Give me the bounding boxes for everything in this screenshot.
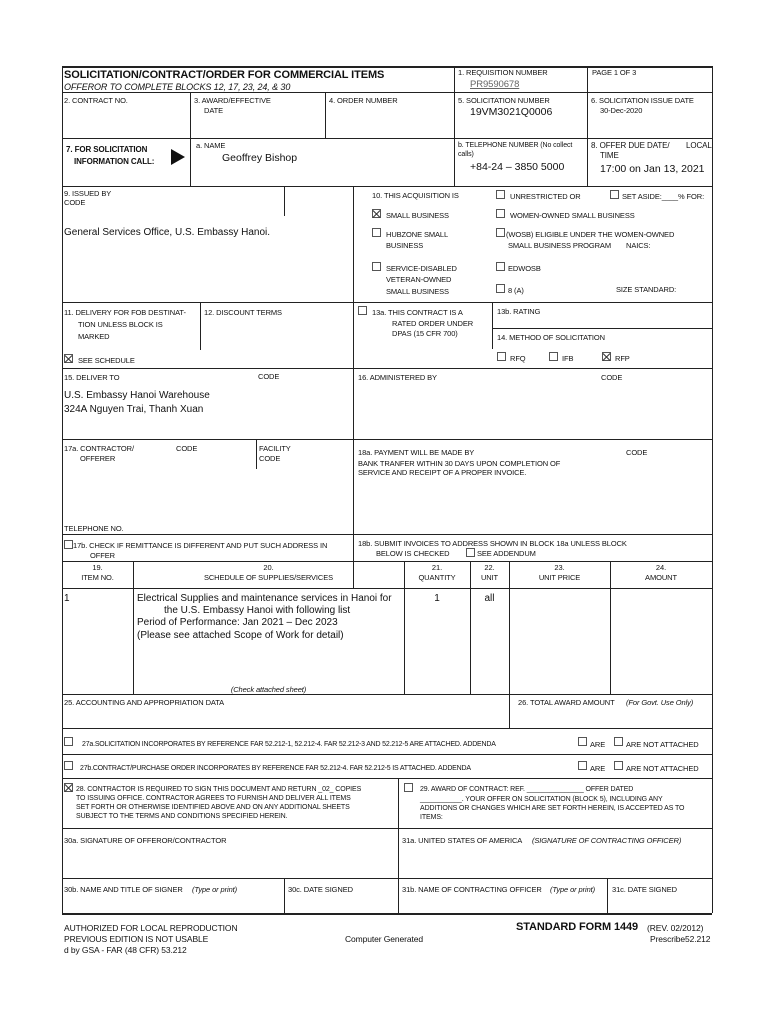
solicitation-number-label: 5. SOLICITATION NUMBER <box>458 96 550 105</box>
usa-signature-note: (SIGNATURE OF CONTRACTING OFFICER) <box>532 836 682 845</box>
award-contract-label-4: ITEMS: <box>420 814 443 821</box>
facility-label-2: CODE <box>259 454 281 463</box>
item-description-4: (Please see attached Scope of Work for detail) <box>137 630 344 641</box>
hubzone-label-1: HUBZONE SMALL <box>386 230 449 239</box>
addenda-are-not-label-b: ARE NOT ATTACHED <box>626 764 699 773</box>
rated-order-label-2: RATED ORDER UNDER <box>392 319 474 328</box>
requisition-number: PR9590678 <box>470 79 520 90</box>
issue-date-label: 6. SOLICITATION ISSUE DATE <box>591 96 694 105</box>
telephone-number: +84-24 – 3850 5000 <box>470 161 565 173</box>
naics-label: NAICS: <box>626 241 651 250</box>
contractor-label-2: OFFERER <box>80 454 116 463</box>
item-number: 1 <box>64 593 70 604</box>
offeror-signature-label: 30a. SIGNATURE OF OFFEROR/CONTRACTOR <box>64 836 227 845</box>
usa-signature-label: 31a. UNITED STATES OF AMERICA <box>402 836 523 845</box>
rfq-label: RFQ <box>510 354 526 363</box>
addenda-are-label-b: ARE <box>590 764 606 773</box>
telephone-label-2: calls) <box>458 151 474 158</box>
deliver-to-line-2: 324A Nguyen Trai, Thanh Xuan <box>64 404 204 415</box>
rating-label: 13b. RATING <box>497 307 541 316</box>
footer-computer-generated: Computer Generated <box>345 934 424 944</box>
edwosb-checkbox[interactable] <box>496 262 505 271</box>
item-quantity: 1 <box>434 593 440 604</box>
item-unit: all <box>484 593 495 604</box>
sdvosb-label-3: SMALL BUSINESS <box>386 287 449 296</box>
deliver-to-code-label: CODE <box>258 372 280 381</box>
see-addendum-checkbox[interactable] <box>466 548 475 557</box>
solicitation-incorporates-label: 27a.SOLICITATION INCORPORATES BY REFERENCE FAR 52.212-1, 52.212-4. FAR 52.212-3 AND 52.212-5 ARE ATTACHED. ADDENDA <box>82 741 496 748</box>
discount-terms-label: 12. DISCOUNT TERMS <box>204 308 282 317</box>
submit-invoices-label: 18b. SUBMIT INVOICES TO ADDRESS SHOWN IN BLOCK 18a UNLESS BLOCK <box>358 539 627 548</box>
info-call-label-2: INFORMATION CALL: <box>74 157 155 166</box>
issued-by-value: General Services Office, U.S. Embassy Hanoi. <box>64 227 271 238</box>
signer-name-label: 30b. NAME AND TITLE OF SIGNER <box>64 885 183 894</box>
contact-name-label: a. NAME <box>196 141 226 150</box>
contractor-sign-label-3: SET FORTH OR OTHERWISE IDENTIFIED ABOVE AND ON ANY ADDITIONAL SHEETS <box>76 804 350 811</box>
unit-price-header: UNIT PRICE <box>538 573 581 582</box>
addenda-are-not-label-a: ARE NOT ATTACHED <box>626 740 699 749</box>
contractor-sign-label-2: TO ISSUING OFFICE. CONTRACTOR AGREES TO FURNISH AND DELIVER ALL ITEMS <box>76 795 351 802</box>
wosb-label-2: SMALL BUSINESS PROGRAM <box>508 241 611 250</box>
administered-by-label: 16. ADMINISTERED BY <box>358 373 437 382</box>
award-contract-label-1: 29. AWARD OF CONTRACT: REF. _______________ OFFER DATED <box>420 786 634 793</box>
footer-previous-edition: PREVIOUS EDITION IS NOT USABLE <box>64 934 209 944</box>
eight-a-label: 8 (A) <box>508 286 524 295</box>
hubzone-label-2: BUSINESS <box>386 241 424 250</box>
rated-order-label-3: DPAS (15 CFR 700) <box>392 329 458 338</box>
wosb-checkbox[interactable] <box>496 228 505 237</box>
unrestricted-checkbox[interactable] <box>496 190 505 199</box>
contract-incorporates-checkbox[interactable] <box>64 761 73 770</box>
see-schedule-label: SEE SCHEDULE <box>78 356 135 365</box>
accounting-data-label: 25. ACCOUNTING AND APPROPRIATION DATA <box>64 698 225 707</box>
addenda-are-not-checkbox-b[interactable] <box>614 761 623 770</box>
contractor-label-1: 17a. CONTRACTOR/ <box>64 444 134 453</box>
offeror-date-signed-label: 30c. DATE SIGNED <box>288 885 353 894</box>
edwosb-label: EDWOSB <box>508 264 541 273</box>
addenda-are-label-a: ARE <box>590 740 606 749</box>
size-standard-label: SIZE STANDARD: <box>616 285 677 294</box>
facility-label-1: FACILITY <box>259 444 291 453</box>
contracting-officer-name-label: 31b. NAME OF CONTRACTING OFFICER <box>402 885 542 894</box>
below-checked-label: BELOW IS CHECKED <box>376 549 450 558</box>
small-business-checkbox[interactable] <box>372 209 381 218</box>
delivery-fob-label-1: 11. DELIVERY FOR FOB DESTINAT- <box>64 308 186 317</box>
award-contract-label-3: ADDITIONS OR CHANGES WHICH ARE SET FORTH HEREIN, IS ACCEPTED AS TO <box>420 805 685 812</box>
item-description-1: Electrical Supplies and maintenance services in Hanoi for <box>137 593 392 604</box>
delivery-fob-label-3: MARKED <box>78 332 110 341</box>
solicitation-number: 19VM3021Q0006 <box>470 106 553 118</box>
payment-code-label: CODE <box>626 448 648 457</box>
contract-incorporates-label: 27b.CONTRACT/PURCHASE ORDER INCORPORATES BY REFERENCE FAR 52.212-4. FAR 52.212-5 IS ATTACHED. ADDENDA <box>80 765 471 772</box>
order-number-label: 4. ORDER NUMBER <box>329 96 398 105</box>
total-award-label: 26. TOTAL AWARD AMOUNT <box>518 698 615 707</box>
offer-due-local: LOCAL <box>686 141 712 150</box>
telephone-no-label: TELEPHONE NO. <box>64 524 124 533</box>
rfp-label: RFP <box>615 354 630 363</box>
see-schedule-checkbox[interactable] <box>64 354 73 363</box>
amount-header: AMOUNT <box>645 573 677 582</box>
footer-prescribed-by: d by GSA - FAR (48 CFR) 53.212 <box>64 945 187 955</box>
solicitation-incorporates-checkbox[interactable] <box>64 737 73 746</box>
issue-date: 30-Dec-2020 <box>600 106 643 115</box>
remittance-label-1: 17b. CHECK IF REMITTANCE IS DIFFERENT AND PUT SUCH ADDRESS IN <box>73 541 328 550</box>
total-award-note: (For Govt. Use Only) <box>626 698 694 707</box>
remittance-checkbox[interactable] <box>64 540 73 549</box>
offer-due-label-1: 8. OFFER DUE DATE/ <box>591 141 670 150</box>
rated-order-label-1: 13a. THIS CONTRACT IS A <box>372 308 463 317</box>
officer-date-signed-label: 31c. DATE SIGNED <box>612 885 677 894</box>
rated-order-checkbox[interactable] <box>358 306 367 315</box>
unit-price-header-num: 23. <box>554 563 565 572</box>
rfp-checkbox[interactable] <box>602 352 611 361</box>
form-subtitle: OFFEROR TO COMPLETE BLOCKS 12, 17, 23, 24, & 30 <box>64 82 291 92</box>
item-no-header-num: 19. <box>92 563 103 572</box>
payment-value-1: BANK TRANFER WITHIN 30 DAYS UPON COMPLETION OF <box>358 459 561 468</box>
sdvosb-label-2: VETERAN-OWNED <box>386 275 452 284</box>
eight-a-checkbox[interactable] <box>496 284 505 293</box>
footer-reproduction: AUTHORIZED FOR LOCAL REPRODUCTION <box>64 923 238 933</box>
deliver-to-label: 15. DELIVER TO <box>64 373 120 382</box>
award-contract-label-2: ___________. YOUR OFFER ON SOLICITATION (BLOCK 5), INCLUDING ANY <box>420 796 663 803</box>
standard-form-label: STANDARD FORM 1449 <box>516 921 639 933</box>
item-description-2: the U.S. Embassy Hanoi with following list <box>164 605 351 616</box>
sdvosb-label-1: SERVICE-DISABLED <box>386 264 457 273</box>
payment-by-label: 18a. PAYMENT WILL BE MADE BY <box>358 448 475 457</box>
set-aside-label: SET ASIDE:____% FOR: <box>622 192 705 201</box>
requisition-label: 1. REQUISITION NUMBER <box>458 68 548 77</box>
page-count: PAGE 1 OF 3 <box>592 68 637 77</box>
info-call-label-1: 7. FOR SOLICITATION <box>66 145 148 154</box>
unrestricted-label: UNRESTRICTED OR <box>510 192 581 201</box>
quantity-header: QUANTITY <box>418 573 456 582</box>
contact-name: Geoffrey Bishop <box>222 152 298 164</box>
administered-by-code-label: CODE <box>601 373 623 382</box>
wosb-label-1: (WOSB) ELIGIBLE UNDER THE WOMEN-OWNED <box>506 230 675 239</box>
form-prescribed: Prescribe52.212 <box>650 934 711 944</box>
contractor-sign-label-4: SUBJECT TO THE TERMS AND CONDITIONS SPECIFIED HEREIN. <box>76 813 288 820</box>
contractor-code-label: CODE <box>176 444 198 453</box>
contractor-sign-label-1: 28. CONTRACTOR IS REQUIRED TO SIGN THIS DOCUMENT AND RETURN _02_ COPIES <box>76 786 362 793</box>
small-business-label: SMALL BUSINESS <box>386 211 449 220</box>
payment-value-2: SERVICE AND RECEIPT OF A PROPER INVOICE. <box>358 468 527 477</box>
item-description-3: Period of Performance: Jan 2021 – Dec 2023 <box>137 617 338 628</box>
pointer-arrow-icon <box>171 149 185 165</box>
ifb-checkbox[interactable] <box>549 352 558 361</box>
schedule-header-num: 20. <box>263 563 274 572</box>
set-aside-checkbox[interactable] <box>610 190 619 199</box>
signer-name-note: (Type or print) <box>192 885 238 894</box>
item-no-header: ITEM NO. <box>81 573 114 582</box>
award-date-label-1: 3. AWARD/EFFECTIVE <box>194 96 271 105</box>
acquisition-label: 10. THIS ACQUISITION IS <box>372 191 459 200</box>
ifb-label: IFB <box>562 354 574 363</box>
unit-header-num: 22. <box>484 563 495 572</box>
issued-by-code-label: CODE <box>64 198 86 207</box>
form-title: SOLICITATION/CONTRACT/ORDER FOR COMMERCIAL ITEMS <box>64 69 385 81</box>
contracting-officer-name-note: (Type or print) <box>550 885 596 894</box>
form-revision: (REV. 02/2012) <box>647 923 704 933</box>
addenda-are-not-checkbox-a[interactable] <box>614 737 623 746</box>
offer-due-label-2: TIME <box>600 151 619 160</box>
issued-by-label: 9. ISSUED BY <box>64 189 112 198</box>
contract-no-label: 2. CONTRACT NO. <box>64 96 128 105</box>
quantity-header-num: 21. <box>431 563 443 572</box>
unit-header: UNIT <box>480 573 499 582</box>
women-owned-checkbox[interactable] <box>496 209 505 218</box>
method-label: 14. METHOD OF SOLICITATION <box>497 333 605 342</box>
hubzone-checkbox[interactable] <box>372 228 381 237</box>
offer-due-date: 17:00 on Jan 13, 2021 <box>600 163 705 175</box>
check-attached-note: (Check attached sheet) <box>230 685 307 694</box>
contractor-sign-checkbox[interactable] <box>64 783 73 792</box>
telephone-label-1: b. TELEPHONE NUMBER (No collect <box>458 142 573 149</box>
award-contract-checkbox[interactable] <box>404 783 413 792</box>
amount-header-num: 24. <box>655 563 667 572</box>
addenda-are-checkbox-b[interactable] <box>578 761 587 770</box>
delivery-fob-label-2: TION UNLESS BLOCK IS <box>78 320 163 329</box>
sdvosb-checkbox[interactable] <box>372 262 381 271</box>
deliver-to-line-1: U.S. Embassy Hanoi Warehouse <box>64 390 210 401</box>
see-addendum-label: SEE ADDENDUM <box>477 549 536 558</box>
schedule-header: SCHEDULE OF SUPPLIES/SERVICES <box>203 573 334 582</box>
award-date-label-2: DATE <box>204 106 224 115</box>
rfq-checkbox[interactable] <box>497 352 506 361</box>
remittance-label-2: OFFER <box>90 551 115 560</box>
addenda-are-checkbox-a[interactable] <box>578 737 587 746</box>
women-owned-label: WOMEN-OWNED SMALL BUSINESS <box>510 211 635 220</box>
